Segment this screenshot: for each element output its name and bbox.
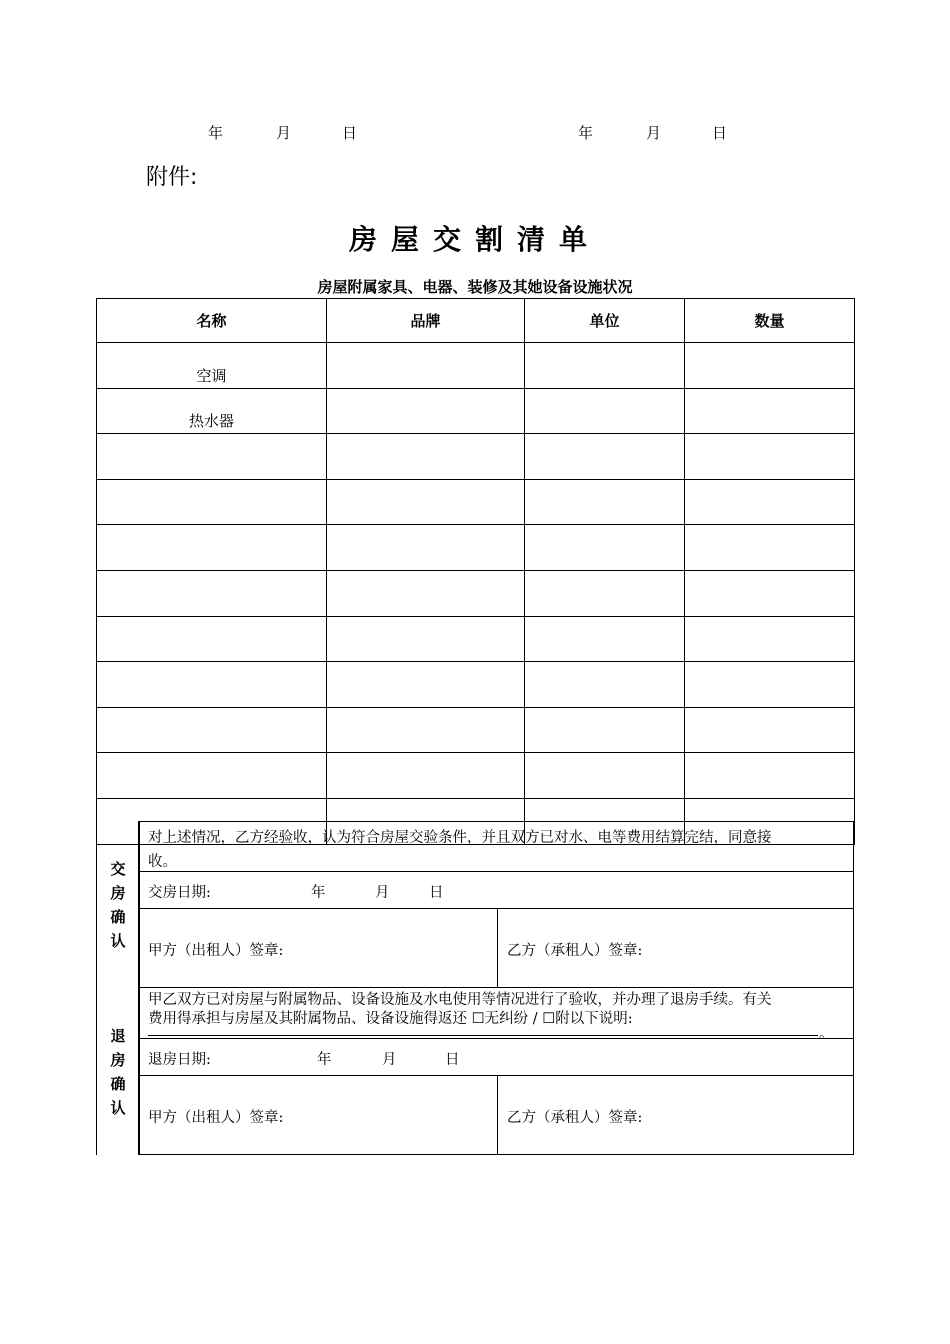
cell-unit xyxy=(525,753,685,799)
checkout-date-label: 退房日期: xyxy=(148,1052,211,1068)
header-name: 名称 xyxy=(97,299,327,343)
handover-date-row xyxy=(138,871,854,909)
cell-brand xyxy=(327,570,525,616)
handover-label-char: 确 xyxy=(110,908,126,926)
cell-quantity xyxy=(685,662,855,708)
checkout-statement xyxy=(138,988,854,1042)
checkout-tenant-signature xyxy=(497,1075,854,1155)
table-row xyxy=(97,388,855,434)
table-row xyxy=(97,479,855,525)
checkout-side-label xyxy=(96,988,140,1155)
checkout-date-month: 月 xyxy=(382,1052,397,1068)
cell-name: 空调 xyxy=(97,343,327,389)
handover-tenant-label: 乙方（承租人）签章: xyxy=(507,943,643,959)
checkout-date-day: 日 xyxy=(445,1052,460,1068)
handover-date-year: 年 xyxy=(311,885,326,901)
cell-name xyxy=(97,753,327,799)
checkout-confirmation-section xyxy=(96,988,854,1155)
cell-brand xyxy=(327,388,525,434)
table-subtitle: 房屋附属家具、电器、装修及其她设备设施状况 xyxy=(317,278,633,296)
cell-unit xyxy=(525,616,685,662)
left-month-label: 月 xyxy=(276,124,292,142)
handover-statement-line1: 对上述情况，乙方经验收，认为符合房屋交验条件，并且双方已对水、电等费用结算完结，同意接 xyxy=(148,830,772,846)
cell-brand xyxy=(327,479,525,525)
checkout-landlord-label: 甲方（出租人）签章: xyxy=(148,1110,284,1126)
right-day-label: 日 xyxy=(712,124,728,142)
cell-unit xyxy=(525,525,685,571)
explanation-underline xyxy=(148,1035,818,1036)
explanation-line-end: 。 xyxy=(819,1026,834,1042)
handover-side-label xyxy=(96,821,140,988)
cell-unit xyxy=(525,343,685,389)
cell-quantity xyxy=(685,616,855,662)
cell-brand xyxy=(327,343,525,389)
checkout-date-year: 年 xyxy=(317,1052,332,1068)
handover-landlord-label: 甲方（出租人）签章: xyxy=(148,943,284,959)
cell-name xyxy=(97,662,327,708)
cell-name: 热水器 xyxy=(97,388,327,434)
handover-date-label: 交房日期: xyxy=(148,885,211,901)
cell-brand xyxy=(327,662,525,708)
inventory-table xyxy=(96,298,855,845)
cell-name xyxy=(97,707,327,753)
left-day-label: 日 xyxy=(342,124,358,142)
handover-confirmation-section xyxy=(96,821,854,988)
table-row xyxy=(97,434,855,480)
handover-label-char: 交 xyxy=(110,860,126,878)
cell-quantity xyxy=(685,479,855,525)
attachment-label: 附件: xyxy=(146,165,198,190)
cell-unit xyxy=(525,662,685,708)
page-title: 房屋交割清单 xyxy=(348,223,601,256)
table-header-row xyxy=(97,299,855,343)
cell-unit xyxy=(525,570,685,616)
cell-unit xyxy=(525,388,685,434)
checkout-statement-line1: 甲乙双方已对房屋与附属物品、设备设施及水电使用等情况进行了验收，并办理了退房手续。有关 xyxy=(148,992,772,1008)
table-row xyxy=(97,707,855,753)
table-row xyxy=(97,662,855,708)
cell-name xyxy=(97,434,327,480)
cell-brand xyxy=(327,753,525,799)
checkout-label-char: 确 xyxy=(110,1075,126,1093)
cell-brand xyxy=(327,434,525,480)
cell-brand xyxy=(327,707,525,753)
cell-unit xyxy=(525,707,685,753)
header-unit: 单位 xyxy=(525,299,685,343)
cell-quantity xyxy=(685,434,855,480)
handover-statement-line2: 收。 xyxy=(148,854,177,870)
checkout-statement-line2: 费用得承担与房屋及其附属物品、设备设施得返还 ☐无纠纷 / ☐附以下说明: xyxy=(148,1011,633,1027)
header-brand: 品牌 xyxy=(327,299,525,343)
cell-quantity xyxy=(685,753,855,799)
cell-name xyxy=(97,479,327,525)
checkout-label-char: 认 xyxy=(110,1099,126,1117)
cell-quantity xyxy=(685,570,855,616)
table-row xyxy=(97,570,855,616)
cell-quantity xyxy=(685,343,855,389)
table-row xyxy=(97,616,855,662)
handover-landlord-signature xyxy=(138,908,498,988)
right-year-label: 年 xyxy=(578,124,594,142)
cell-quantity xyxy=(685,388,855,434)
cell-brand xyxy=(327,525,525,571)
cell-name xyxy=(97,616,327,662)
cell-quantity xyxy=(685,707,855,753)
handover-date-day: 日 xyxy=(429,885,444,901)
handover-date-month: 月 xyxy=(375,885,390,901)
cell-unit xyxy=(525,479,685,525)
handover-tenant-signature xyxy=(497,908,854,988)
handover-label-char: 房 xyxy=(110,884,126,902)
table-row xyxy=(97,343,855,389)
checkout-label-char: 退 xyxy=(110,1027,126,1045)
header-quantity: 数量 xyxy=(685,299,855,343)
left-year-label: 年 xyxy=(208,124,224,142)
table-row xyxy=(97,753,855,799)
cell-brand xyxy=(327,616,525,662)
checkout-date-row xyxy=(138,1038,854,1076)
handover-statement xyxy=(138,821,854,872)
cell-name xyxy=(97,525,327,571)
checkout-landlord-signature xyxy=(138,1075,498,1155)
checkout-tenant-label: 乙方（承租人）签章: xyxy=(507,1110,643,1126)
cell-name xyxy=(97,570,327,616)
right-month-label: 月 xyxy=(646,124,662,142)
table-row xyxy=(97,525,855,571)
checkout-label-char: 房 xyxy=(110,1051,126,1069)
handover-label-char: 认 xyxy=(110,932,126,950)
cell-quantity xyxy=(685,525,855,571)
cell-unit xyxy=(525,434,685,480)
